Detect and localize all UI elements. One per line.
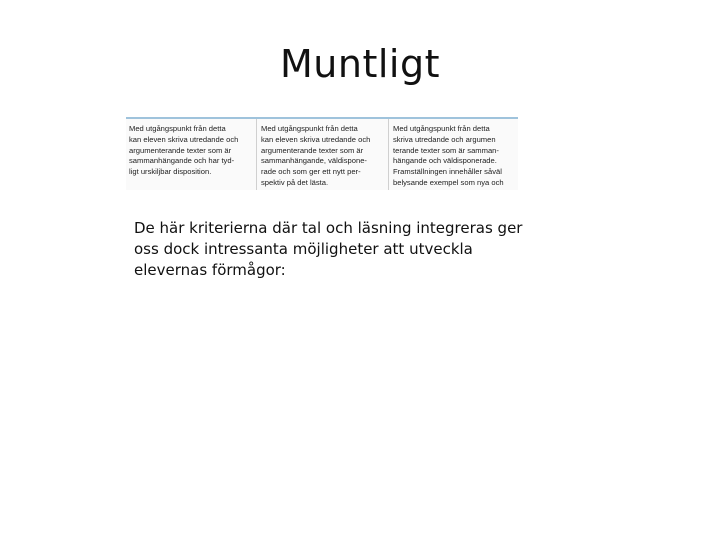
criteria-line: sammanhängande, väldispone- bbox=[261, 156, 367, 166]
criteria-line: kan eleven skriva utredande och bbox=[129, 134, 239, 144]
slide-title: Muntligt bbox=[280, 42, 440, 86]
criteria-line: terande texter som är samman- bbox=[393, 145, 499, 155]
criteria-column-2 bbox=[261, 124, 387, 189]
criteria-line: argumenterande texter som är bbox=[261, 145, 364, 155]
criteria-column-1 bbox=[129, 124, 255, 178]
criteria-line: sammanhängande och har tyd- bbox=[129, 156, 235, 166]
criteria-column-3 bbox=[393, 124, 517, 189]
criteria-line: spektiv på det lästa. bbox=[261, 177, 329, 187]
criteria-line: Framställningen innehåller såväl bbox=[393, 167, 502, 177]
criteria-line: ligt urskiljbar disposition. bbox=[129, 167, 212, 177]
criteria-line: Med utgångspunkt från detta bbox=[261, 124, 358, 133]
column-divider bbox=[256, 119, 257, 190]
criteria-line: skriva utredande och argumen bbox=[393, 134, 496, 144]
criteria-line: rade och som ger ett nytt per- bbox=[261, 167, 361, 177]
criteria-line: Med utgångspunkt från detta bbox=[393, 124, 490, 133]
criteria-line: belysande exempel som nya och bbox=[393, 177, 504, 187]
body-line: oss dock intressanta möjligheter att utveckla bbox=[134, 240, 473, 258]
body-paragraph bbox=[134, 218, 554, 281]
criteria-line: argumenterande texter som är bbox=[129, 145, 232, 155]
body-line: De här kriterierna där tal och läsning integreras ger bbox=[134, 219, 523, 237]
table-top-rule bbox=[126, 117, 518, 119]
criteria-table-excerpt bbox=[126, 117, 518, 190]
criteria-line: kan eleven skriva utredande och bbox=[261, 134, 371, 144]
column-divider bbox=[388, 119, 389, 190]
criteria-line: hängande och väldisponerade. bbox=[393, 156, 497, 166]
body-line: elevernas förmågor: bbox=[134, 261, 286, 279]
criteria-line: Med utgångspunkt från detta bbox=[129, 124, 226, 133]
